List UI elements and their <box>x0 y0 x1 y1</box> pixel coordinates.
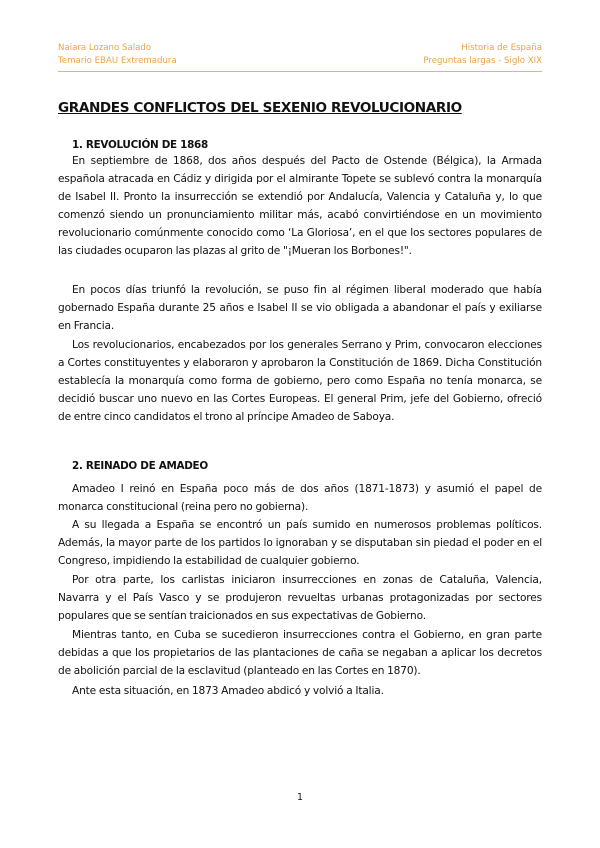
paragraph: Por otra parte, los carlistas iniciaron insurrecciones en zonas de Cataluña, Valencia, Navarra y el País Vasco y se produjeron revueltas urbanas protagonizadas por sectores populares que se sentían traicionados en sus expectativas de Gobierno. <box>58 574 542 622</box>
header-divider <box>58 71 542 72</box>
header-author: Naiara Lozano Salado <box>58 43 152 53</box>
paragraph: Mientras tanto, en Cuba se sucedieron insurrecciones contra el Gobierno, en gran parte debidas a que los propietarios de las plantaciones de caña se negaban a aplicar los decretos de abolición parcial de la esclavitud (planteado en las Cortes en 1870). <box>58 629 542 677</box>
header-topic: Preguntas largas - Siglo XIX <box>423 56 542 66</box>
header-subject: Historia de España <box>461 43 542 53</box>
paragraph: Ante esta situación, en 1873 Amadeo abdicó y volvió a Italia. <box>72 685 384 697</box>
section-heading-amadeo: 2. REINADO DE AMADEO <box>72 460 208 472</box>
header-course: Temario EBAU Extremadura <box>58 56 177 66</box>
section-heading-revolucion: 1. REVOLUCIÓN DE 1868 <box>72 139 208 151</box>
paragraph: Amadeo I reinó en España poco más de dos años (1871-1873) y asumió el papel de monarca constitucional (reina pero no gobierna). <box>58 483 542 513</box>
header-right <box>423 42 542 68</box>
page-number: 1 <box>297 792 303 803</box>
document-title: GRANDES CONFLICTOS DEL SEXENIO REVOLUCIONARIO <box>58 100 462 116</box>
paragraph: En pocos días triunfó la revolución, se puso fin al régimen liberal moderado que había gobernado España durante 25 años e Isabel II se vio obligada a abandonar el país y exiliarse en Francia. <box>58 284 542 332</box>
paragraph: Los revolucionarios, encabezados por los generales Serrano y Prim, convocaron elecciones a Cortes constituyentes y elaboraron y aprobaron la Constitución de 1869. Dicha Constitución establecía la monarquía como forma de gobierno, pero como España no tenía monarca, se decidió buscar uno nuevo en las Cortes Europeas. El general Prim, jefe del Gobierno, ofreció de entre cinco candidatos el trono al príncipe Amadeo de Saboya. <box>58 339 542 423</box>
paragraph: En septiembre de 1868, dos años después del Pacto de Ostende (Bélgica), la Armada española atracada en Cádiz y dirigida por el almirante Topete se sublevó contra la monarquía de Isabel II. Pronto la insurrección se extendió por Andalucía, Valencia y Cataluña y, lo que comenzó siendo un pronunciamiento militar más, acabó convirtiéndose en un movimiento revolucionario comúnmente conocido como ‘La Gloriosa’, en el que los sectores populares de las ciudades ocuparon las plazas al grito de "¡Mueran los Borbones!". <box>58 155 542 257</box>
paragraph: A su llegada a España se encontró un país sumido en numerosos problemas políticos. Además, la mayor parte de los partidos lo ignoraban y se disputaban sin piedad el poder en el Congreso, impidiendo la estabilidad de cualquier gobierno. <box>58 519 542 567</box>
header-left <box>58 42 177 68</box>
